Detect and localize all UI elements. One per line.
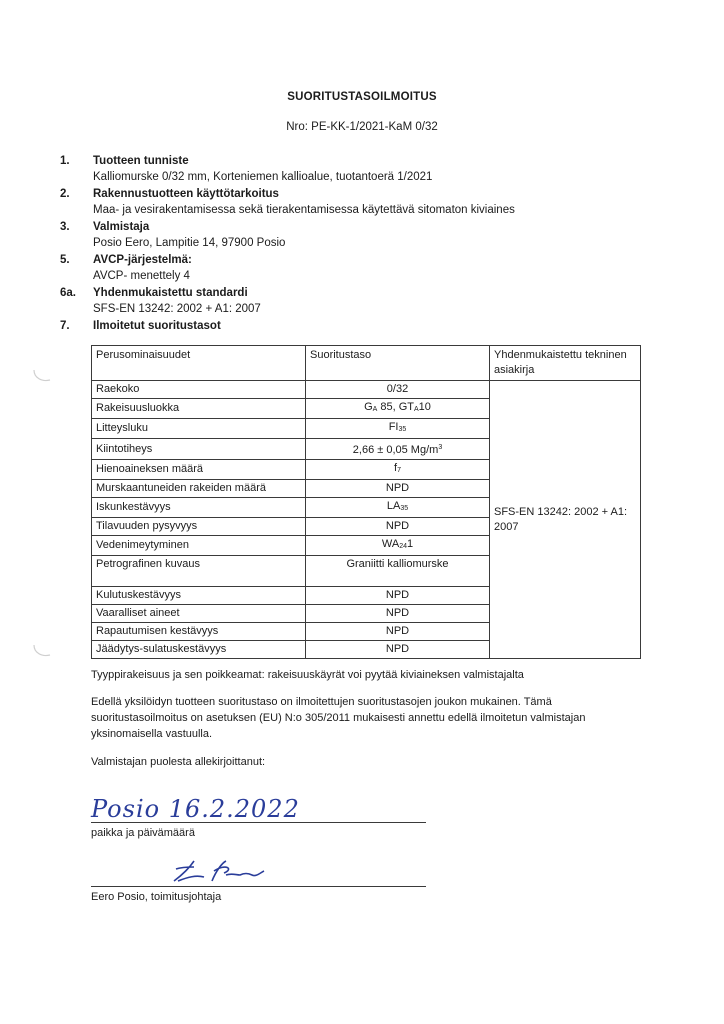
value-cell: NPD <box>306 605 490 623</box>
signer-caption: Eero Posio, toimitusjohtaja <box>91 891 222 903</box>
section-3 <box>60 219 680 251</box>
standard-cell: SFS-EN 13242: 2002 + A1: 2007 <box>490 381 641 659</box>
table-header-row <box>92 346 641 381</box>
conformity-statement: Edellä yksilöidyn tuotteen suoritustaso on ilmoitettujen suoritustasojen joukon mukainen. Tämä suoritustasoilmoitus on asetuksen (EU) N:o 305/2011 mukaisesti annettu edellä ilmoitetun valmistajan yksinomaisella vastuulla. <box>91 696 586 740</box>
section-7 <box>60 318 680 334</box>
section-body: SFS-EN 13242: 2002 + A1: 2007 <box>93 303 261 315</box>
value-cell: $WA_{24}1$ <box>306 536 490 556</box>
section-6a <box>60 285 680 317</box>
section-heading: Valmistaja <box>93 221 150 233</box>
column-header: Perusominaisuudet <box>92 346 306 381</box>
typical-grading-note: Tyyppirakeisuus ja sen poikkeamat: rakeisuuskäyrät voi pyytää kiviaineksen valmistajalta <box>91 669 524 681</box>
property-cell: Rakeisuusluokka <box>92 399 306 419</box>
property-cell: Jäädytys-sulatuskestävyys <box>92 641 306 659</box>
section-heading: Rakennustuotteen käyttötarkoitus <box>93 188 279 200</box>
signed-by-label: Valmistajan puolesta allekirjoittanut: <box>91 756 266 768</box>
value-cell: NPD <box>306 623 490 641</box>
column-header: Suoritustaso <box>306 346 490 381</box>
property-cell: Murskaantuneiden rakeiden määrä <box>92 480 306 498</box>
section-heading: Ilmoitetut suoritustasot <box>93 320 221 332</box>
handwritten-signature <box>168 855 268 887</box>
property-cell: Petrografinen kuvaus <box>92 556 306 587</box>
section-heading: Yhdenmukaistettu standardi <box>93 287 248 299</box>
value-cell: $G_A$ 85, $GT_A10$ <box>306 399 490 419</box>
section-number: 1. <box>60 155 70 167</box>
section-number: 3. <box>60 221 70 233</box>
punch-hole-mark <box>28 366 52 386</box>
property-cell: Rapautumisen kestävyys <box>92 623 306 641</box>
section-heading: AVCP-järjestelmä: <box>93 254 192 266</box>
section-heading: Tuotteen tunniste <box>93 155 189 167</box>
section-body: Maa- ja vesirakentamisessa sekä tierakentamisessa käytettävä sitomaton kiviaines <box>93 204 515 216</box>
property-cell: Iskunkestävyys <box>92 498 306 518</box>
section-number: 7. <box>60 320 70 332</box>
section-number: 5. <box>60 254 70 266</box>
table-row <box>92 381 641 399</box>
property-cell: Litteysluku <box>92 419 306 439</box>
value-cell: $FI_{35}$ <box>306 419 490 439</box>
value-cell: NPD <box>306 480 490 498</box>
property-cell: Kiintotiheys <box>92 439 306 460</box>
section-5 <box>60 252 680 284</box>
value-cell: NPD <box>306 641 490 659</box>
value-cell: NPD <box>306 587 490 605</box>
value-cell: Graniitti kalliomurske <box>306 556 490 587</box>
section-body: AVCP- menettely 4 <box>93 270 190 282</box>
section-number: 6a. <box>60 287 76 299</box>
property-cell: Vedenimeytyminen <box>92 536 306 556</box>
value-cell: 0/32 <box>306 381 490 399</box>
document-title: SUORITUSTASOILMOITUS <box>287 91 437 103</box>
property-cell: Tilavuuden pysyvyys <box>92 518 306 536</box>
document-number: Nro: PE-KK-1/2021-KaM 0/32 <box>286 121 438 133</box>
handwritten-place-date: Posio 16.2.2022 <box>91 795 300 823</box>
column-header: Yhdenmukaistettu tekninen asiakirja <box>490 346 641 381</box>
place-date-caption: paikka ja päivämäärä <box>91 827 195 839</box>
section-2 <box>60 186 680 218</box>
value-cell: 2,66 ± 0,05 $Mg/m^3$ <box>306 439 490 460</box>
value-cell: $f_7$ <box>306 460 490 480</box>
property-cell: Vaaralliset aineet <box>92 605 306 623</box>
property-cell: Hienoaineksen määrä <box>92 460 306 480</box>
section-1 <box>60 153 680 185</box>
property-cell: Kulutuskestävyys <box>92 587 306 605</box>
performance-table <box>91 345 641 659</box>
signature-line <box>91 886 426 887</box>
section-body: Kalliomurske 0/32 mm, Korteniemen kallioalue, tuotantoerä 1/2021 <box>93 171 433 183</box>
sections-list <box>60 153 680 334</box>
value-cell: $LA_{35}$ <box>306 498 490 518</box>
value-cell: NPD <box>306 518 490 536</box>
section-number: 2. <box>60 188 70 200</box>
place-date-line <box>91 822 426 823</box>
section-body: Posio Eero, Lampitie 14, 97900 Posio <box>93 237 286 249</box>
punch-hole-mark <box>28 641 52 661</box>
property-cell: Raekoko <box>92 381 306 399</box>
